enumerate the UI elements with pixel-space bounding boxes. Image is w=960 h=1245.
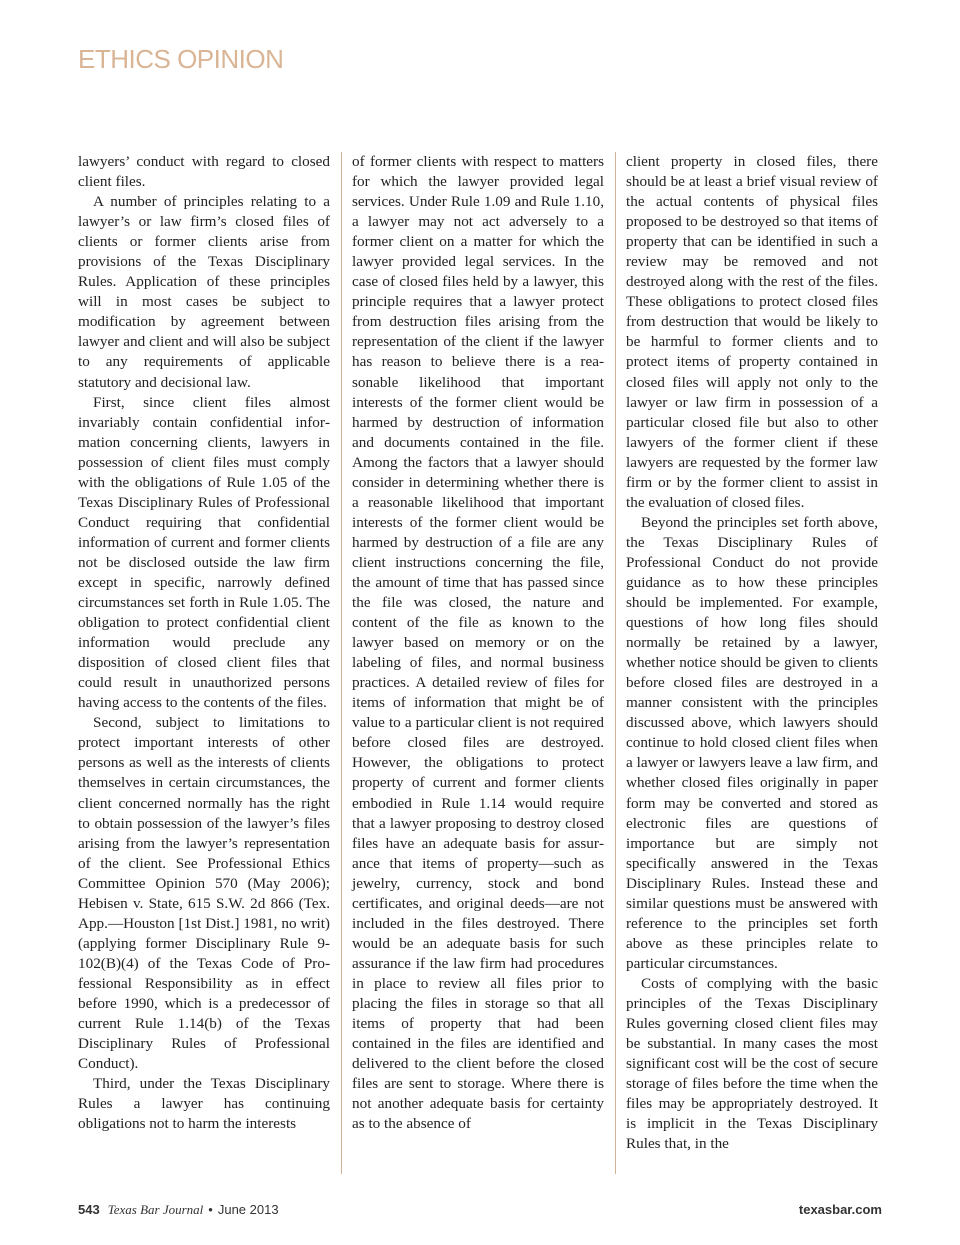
journal-name: Texas Bar Journal (107, 1202, 204, 1217)
section-title: ETHICS OPINION (78, 44, 284, 74)
page-footer (78, 1202, 882, 1218)
paragraph: of former clients with respect to matters for which the lawyer provided legal services. Under Rule 1.09 and Rule 1.10, a lawyer may not act adversely to a former client on a matter for which the lawyer provided legal services. In the case of closed files held by a lawyer, this principle requires that a lawyer protect from destruction files arising from the representation of the client if the lawyer has reason to believe there is a reasonable likelihood that important interests of the former client would be harmed by destruction of information and documents contained in the file. Among the factors that a lawyer should consider in determining whether there is a reasonable likelihood that important interests of the former client would be harmed by destruction of a file are any client instructions concerning the file, the amount of time that has passed since the file was closed, the nature and content of the file as known to the lawyer based on memory or on the labeling of files, and normal business practices. A detailed review of files for items of information that might be of value to a particular client is not required before closed files are destroyed. However, the obligations to protect property of current and former clients embodied in Rule 1.14 would require that a lawyer proposing to destroy closed files have an adequate basis for assurance that items of property—such as jewelry, currency, stock and bond certificates, and original deeds—are not included in the files destroyed. There would be an adequate basis for such assurance if the law firm had procedures in place to review all files prior to placing the files in storage so that all items of property that had been contained in the files are identified and delivered to the client before the closed files are sent to storage. Where there is not another adequate basis for certainty as to the absence of (352, 153, 604, 1133)
column-1 (78, 152, 330, 1174)
column-2 (352, 152, 604, 1174)
paragraph: A number of principles relating to a lawyer’s or law firm’s closed files of clients or former clients arise from provisions of the Texas Disciplinary Rules. Application of these principles will in most cases be subject to modification by agreement between lawyer and client and will also be subject to any requirements of applicable statutory and decisional law. (78, 193, 330, 391)
paragraph: Third, under the Texas Disciplinary Rules a lawyer has continuing obligations not to harm the interests (78, 1075, 330, 1133)
footer-citation (78, 1202, 279, 1218)
separator-dot: • (208, 1202, 213, 1217)
issue-date: June 2013 (217, 1202, 279, 1217)
website-link[interactable]: texasbar.com (798, 1202, 882, 1217)
column-3 (626, 152, 878, 1174)
paragraph: Second, subject to limitations to protect important interests of other persons as well as the interests of clients themselves in certain circumstances, the client concerned normally has the right to obtain possession of the lawyer’s files arising from the lawyer’s representation of the client. See Professional Ethics Committee Opinion 570 (May 2006); Hebisen v. State, 615 S.W. 2d 866 (Tex. App.—Houston [1st Dist.] 1981, no writ) (applying former Disciplinary Rule 9-102(B)(4) of the Texas Code of Professional Responsibility as in effect before 1990, which is a predecessor of current Rule 1.14(b) of the Texas Disciplinary Rules of Professional Conduct). (78, 714, 330, 1073)
paragraph: First, since client files almost invariably contain confidential information concerning clients, lawyers in possession of client files must comply with the obligations of Rule 1.05 of the Texas Disciplinary Rules of Professional Conduct requiring that confidential information of current and former clients not be disclosed outside the law firm except in specific, narrowly defined circumstances set forth in Rule 1.05. The obligation to protect confidential client information would preclude any disposition of closed client files that could result in unauthorized persons having access to the contents of the files. (78, 393, 330, 712)
paragraph: lawyers’ conduct with regard to closed client files. (78, 153, 330, 191)
page-number: 543 (78, 1202, 100, 1217)
article-columns (78, 152, 878, 1174)
paragraph: Beyond the principles set forth above, the Texas Disciplinary Rules of Professional Conduct do not provide guidance as to how these principles should be implemented. For example, questions of how long files should normally be retained by a lawyer, whether notice should be given to clients before closed files are destroyed in a manner consistent with the principles discussed above, which lawyers should continue to hold closed client files when a lawyer or lawyers leave a law firm, and whether closed files originally in paper form may be converted and stored as electronic files are questions of importance but are simply not specifically answered in the Texas Disciplinary Rules. Instead these and similar questions must be answered with reference to the principles set forth above as these principles relate to particular circumstances. (626, 513, 878, 972)
paragraph: client property in closed files, there should be at least a brief visual review of the actual contents of physical files proposed to be destroyed so that items of property that can be identified in such a review may be removed and not destroyed along with the rest of the files. These obligations to protect closed files from destruction that would be likely to be harmful to former clients and to protect items of property contained in closed files will apply not only to the lawyer or law firm in possession of a particular closed file but also to other lawyers of the former client if these lawyers are requested by the former law firm or by the former client to assist in the evaluation of closed files. (626, 153, 878, 511)
paragraph: Costs of complying with the basic principles of the Texas Disciplinary Rules governing closed client files may be substantial. In many cases the most significant cost will be the cost of secure storage of files before the time when the files may be appropriately destroyed. It is implicit in the Texas Disciplinary Rules that, in the (626, 974, 878, 1153)
